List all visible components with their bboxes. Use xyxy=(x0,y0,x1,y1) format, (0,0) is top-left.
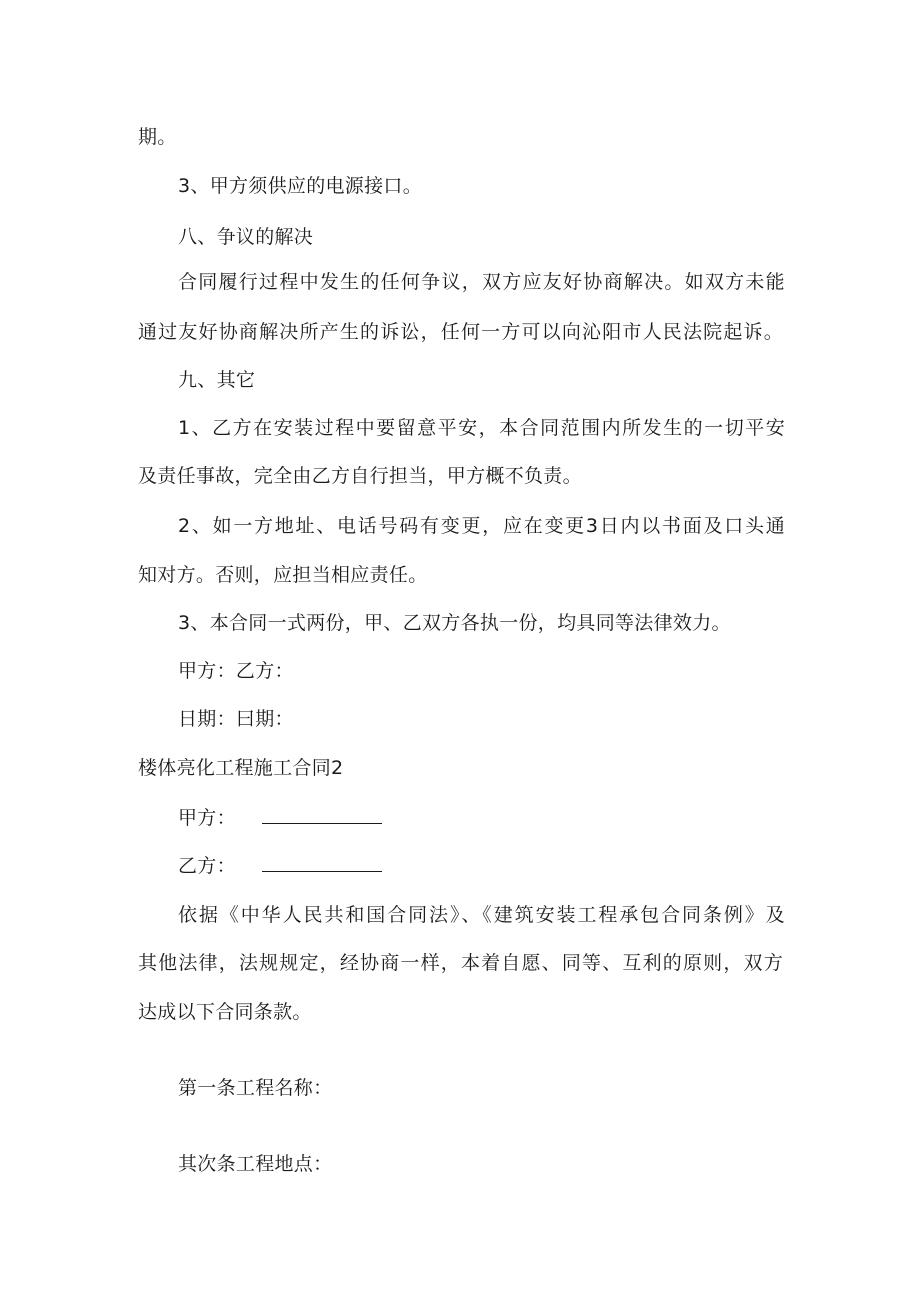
paragraph-line: 达成以下合同条款。 xyxy=(138,1001,312,1023)
list-item: 2、如一方地址、电话号码有变更，应在变更3日内以书面及口头通 xyxy=(178,515,785,537)
section-heading: 九、其它 xyxy=(178,369,256,391)
paragraph-line: 及责任事故，完全由乙方自行担当，甲方概不负责。 xyxy=(138,465,582,487)
list-item: 1、乙方在安装过程中要留意平安，本合同范围内所发生的一切平安 xyxy=(178,417,785,439)
signature-line: 甲方：乙方： xyxy=(178,660,294,682)
party-a-label: 甲方： xyxy=(178,807,236,829)
party-b-blank xyxy=(262,853,382,872)
clause-heading: 第一条工程名称： xyxy=(178,1077,333,1099)
list-item: 3、本合同一式两份，甲、乙双方各执一份，均具同等法律效力。 xyxy=(178,612,731,634)
paragraph-line: 依据《中华人民共和国合同法》、《建筑安装工程承包合同条例》及 xyxy=(178,904,785,926)
paragraph-line: 合同履行过程中发生的任何争议，双方应友好协商解决。如双方未能 xyxy=(178,271,785,293)
party-a-blank xyxy=(262,805,382,824)
date-line: 日期：曰期： xyxy=(178,708,294,730)
paragraph-line: 其他法律，法规规定，经协商一样，本着自愿、同等、互利的原则，双方 xyxy=(138,952,783,974)
paragraph-line: 知对方。否则，应担当相应责任。 xyxy=(138,564,428,586)
list-item: 3、甲方须供应的电源接口。 xyxy=(178,175,422,197)
section-heading: 八、争议的解决 xyxy=(178,226,314,248)
clause-heading: 其次条工程地点： xyxy=(178,1153,333,1175)
document-title: 楼体亮化工程施工合同2 xyxy=(138,757,344,779)
party-b-line xyxy=(178,853,382,878)
paragraph-line: 通过友好协商解决所产生的诉讼，任何一方可以向沁阳市人民法院起诉。 xyxy=(138,321,783,343)
party-a-line xyxy=(178,805,382,830)
party-b-label: 乙方： xyxy=(178,855,236,877)
paragraph-line: 期。 xyxy=(138,126,177,148)
